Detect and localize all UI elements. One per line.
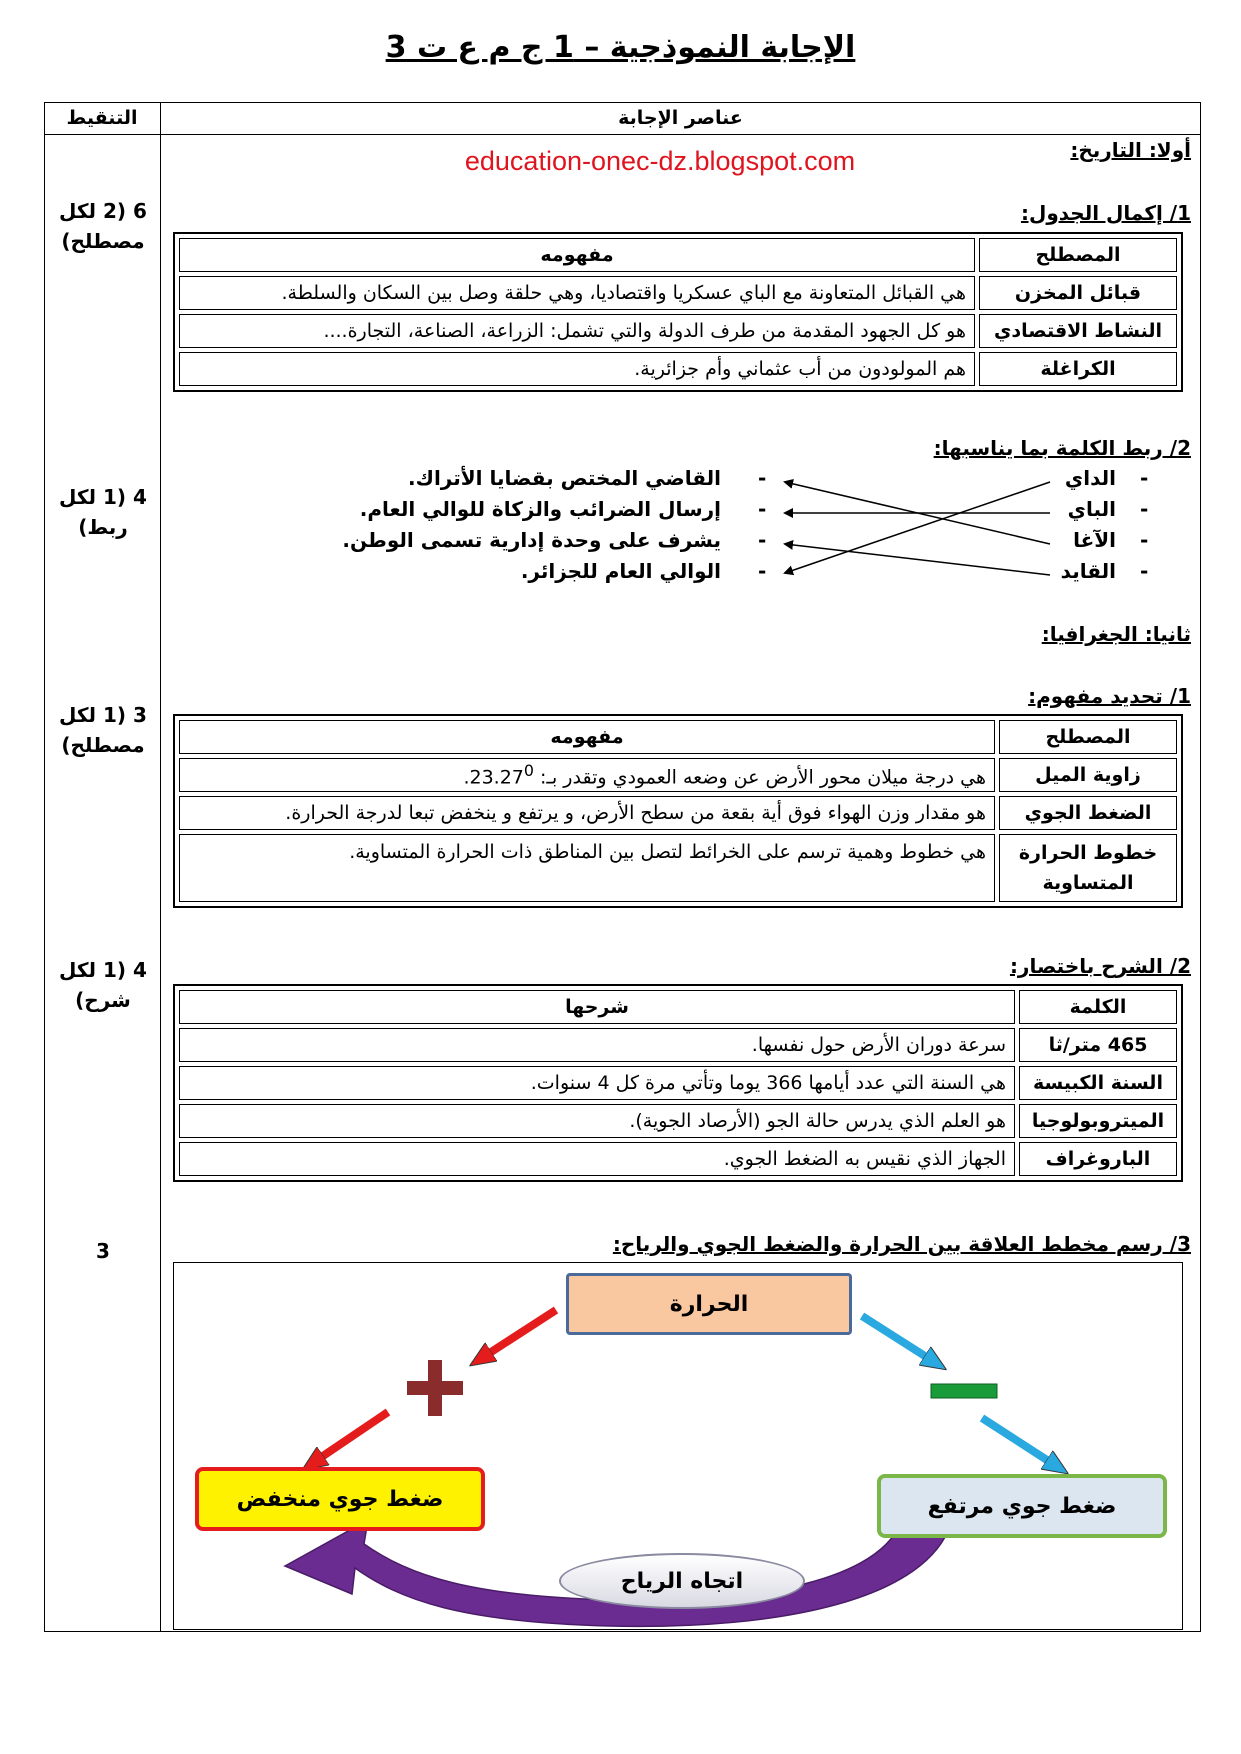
dash-bullet: - (1140, 559, 1149, 583)
col-term-header: المصطلح (999, 720, 1177, 754)
low-pressure-box: ضغط جوي منخفض (195, 1467, 485, 1531)
col-meaning-header: مفهومه (179, 238, 975, 272)
score-line-2: مصطلح) (61, 733, 145, 757)
blue-arrow (982, 1418, 1050, 1462)
term-cell: النشاط الاقتصادي (979, 314, 1177, 348)
red-arrow (488, 1310, 556, 1354)
col-explanation-header: شرحها (179, 990, 1015, 1024)
explanation-cell: سرعة دوران الأرض حول نفسها. (179, 1028, 1015, 1062)
answer-elements-header: عناصر الإجابة (618, 107, 743, 129)
match-left-item: القايد (1060, 559, 1116, 583)
meaning-cell: هو مقدار وزن الهواء فوق أية بقعة من سطح الأرض، و يرتفع و ينخفض تبعا لدرجة الحرارة. (179, 796, 995, 830)
word-cell: السنة الكبيسة (1019, 1066, 1177, 1100)
minus-sign (931, 1384, 997, 1398)
plus-sign (428, 1360, 442, 1416)
score-line-1: 6 (2 لكل (59, 199, 147, 223)
meaning-cell: هي القبائل المتعاونة مع الباي عسكريا واقتصاديا، وهي حلقة وصل بين السكان والسلطة. (179, 276, 975, 310)
match-right-item: يشرف على وحدة إدارية تسمى الوطن. (342, 528, 721, 552)
score-line-2: ربط) (78, 515, 128, 539)
meaning-cell: هم المولودون من أب عثماني وأم جزائرية. (179, 352, 975, 386)
col-word-header: الكلمة (1019, 990, 1177, 1024)
match-left-item: الداي (1064, 466, 1116, 490)
score-line-1: 4 (1 لكل (59, 485, 147, 509)
explanation-cell: هو العلم الذي يدرس حالة الجو (الأرصاد الجوية). (179, 1104, 1015, 1138)
col-term-header: المصطلح (979, 238, 1177, 272)
col-meaning-header: مفهومه (179, 720, 995, 754)
geography-q1-heading: 1/ تحديد مفهوم: (1028, 684, 1191, 708)
dash-bullet: - (758, 466, 767, 490)
history-q2-heading: 2/ ربط الكلمة بما يناسبها: (933, 436, 1191, 460)
meaning-main: هي درجة ميلان محور الأرض عن وضعه العمودي وتقدر بـ: 23.27 (469, 766, 986, 789)
term-cell: قبائل المخزن (979, 276, 1177, 310)
meaning-end: . (463, 766, 470, 789)
word-cell: 465 متر/ثا (1019, 1028, 1177, 1062)
term-cell: الكراغلة (979, 352, 1177, 386)
history-heading: أولا: التاريخ: (1070, 138, 1191, 162)
high-pressure-box: ضغط جوي مرتفع (877, 1474, 1167, 1538)
dash-bullet: - (758, 559, 767, 583)
explanation-cell: هي السنة التي عدد أيامها 366 يوما وتأتي مرة كل 4 سنوات. (179, 1066, 1015, 1100)
match-right-item: إرسال الضرائب والزكاة للوالي العام. (359, 497, 721, 521)
dash-bullet: - (1140, 466, 1149, 490)
grading-header: التنقيط (66, 107, 138, 129)
dash-bullet: - (758, 528, 767, 552)
match-right-item: القاضي المختص بقضايا الأتراك. (408, 466, 721, 490)
word-cell: الميتروبولوجيا (1019, 1104, 1177, 1138)
meaning-cell: هو كل الجهود المقدمة من طرف الدولة والتي تشمل: الزراعة، الصناعة، التجارة.... (179, 314, 975, 348)
term-cell: الضغط الجوي (999, 796, 1177, 830)
meaning-cell: هي خطوط وهمية ترسم على الخرائط لتصل بين المناطق ذات الحرارة المتساوية. (179, 834, 995, 902)
score-line-2: مصطلح) (61, 229, 145, 253)
blue-arrow (862, 1316, 928, 1358)
dash-bullet: - (758, 497, 767, 521)
match-left-item: الآغا (1073, 528, 1116, 552)
heat-box: الحرارة (566, 1273, 852, 1335)
website-watermark[interactable]: education-onec-dz.blogspot.com (464, 146, 856, 176)
match-right-item: الوالي العام للجزائر. (520, 559, 721, 583)
geography-heading: ثانيا: الجغرافيا: (1041, 622, 1191, 646)
history-q1-heading: 1/ إكمال الجدول: (1020, 201, 1191, 225)
dash-bullet: - (1140, 497, 1149, 521)
term-line-1: خطوط الحرارة (1018, 842, 1158, 864)
dash-bullet: - (1140, 528, 1149, 552)
geography-q3-heading: 3/ رسم مخطط العلاقة بين الحرارة والضغط الجوي والرياح: (612, 1232, 1191, 1256)
score-line-1: 3 (1 لكل (59, 703, 147, 727)
geography-q3-score: 3 (96, 1239, 110, 1263)
match-left-item: الباي (1067, 497, 1116, 521)
wind-direction-label: اتجاه الرياح (559, 1553, 805, 1609)
term-cell: زاوية الميل (999, 758, 1177, 792)
geography-q2-heading: 2/ الشرح باختصار: (1009, 954, 1191, 978)
red-arrow (320, 1412, 388, 1458)
term-line-2: المتساوية (1042, 872, 1134, 894)
degree-sup: 0 (523, 761, 534, 781)
score-line-1: 4 (1 لكل (59, 958, 147, 982)
word-cell: الباروغراف (1019, 1142, 1177, 1176)
score-line-2: شرح) (75, 988, 131, 1012)
explanation-cell: الجهاز الذي نقيس به الضغط الجوي. (179, 1142, 1015, 1176)
page-title: الإجابة النموذجية – 1 ج م ع ت 3 (385, 30, 856, 65)
